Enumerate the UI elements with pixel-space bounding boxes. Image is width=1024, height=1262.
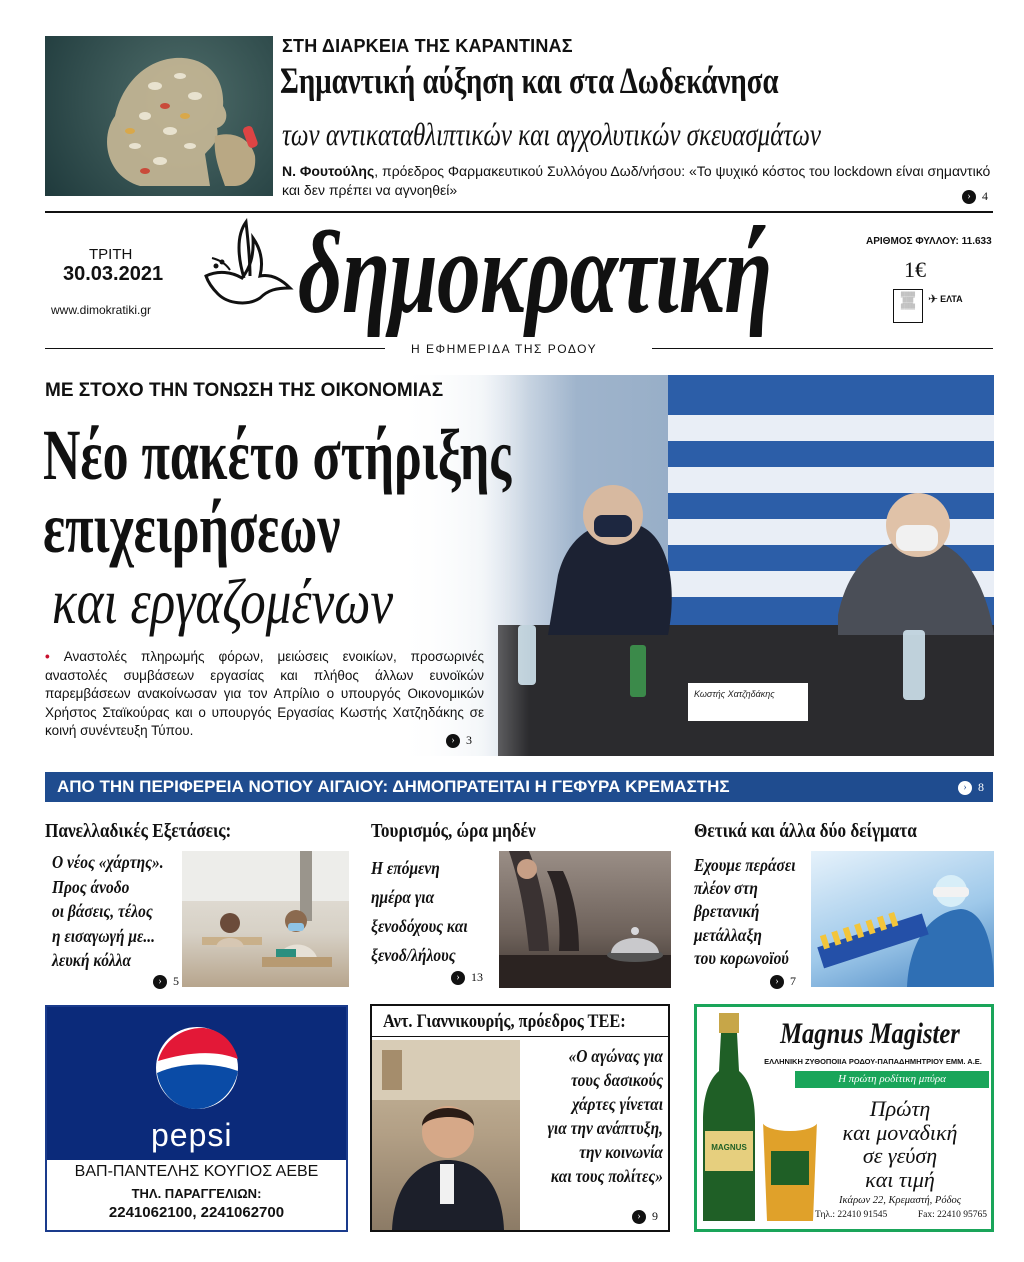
arrow-right-icon: › bbox=[446, 734, 460, 748]
masthead-weekday: ΤΡΙΤΗ bbox=[89, 246, 133, 263]
arrow-right-icon: › bbox=[770, 975, 784, 989]
masthead-rule-left bbox=[45, 348, 385, 349]
pepsi-phone-label: ΤΗΛ. ΠΑΡΑΓΓΕΛΙΩΝ: bbox=[131, 1186, 262, 1201]
banner[interactable] bbox=[45, 772, 993, 802]
masthead-tagline: Η ΕΦΗΜΕΡΙΔΑ ΤΗΣ ΡΟΔΟΥ bbox=[411, 342, 598, 356]
bottle-label: MAGNUS bbox=[711, 1143, 747, 1152]
arrow-right-icon: › bbox=[451, 971, 465, 985]
elta-bird-icon: ✈ bbox=[928, 292, 939, 306]
pepsi-company: ΒΑΠ-ΠΑΝΤΕΛΗΣ ΚΟΥΓΙΟΣ ΑΕΒΕ bbox=[74, 1163, 319, 1180]
main-page-ref[interactable]: › 3 bbox=[446, 733, 472, 748]
top-page-ref[interactable]: › 4 bbox=[962, 189, 988, 204]
magnus-ad[interactable] bbox=[694, 1004, 994, 1232]
top-subhead: των αντικαταθλιπτικών και αγχολυτικών σκευασμάτων bbox=[282, 116, 821, 152]
main-headline-line2: επιχειρήσεων bbox=[43, 488, 341, 568]
teaser-title[interactable]: Πανελλαδικές Εξετάσεις: bbox=[45, 820, 232, 842]
interview-page-ref[interactable]: › 9 bbox=[632, 1209, 658, 1224]
arrow-right-icon: › bbox=[632, 1210, 646, 1224]
main-headline-line1: Νέο πακέτο στήριξης bbox=[43, 415, 512, 495]
main-headline-line3: και εργαζομένων bbox=[52, 566, 394, 637]
banner-text: ΑΠΟ ΤΗΝ ΠΕΡΙΦΕΡΕΙΑ ΝΟΤΙΟΥ ΑΙΓΑΙΟΥ: ΔΗΜΟΠΡΑΤΕΙΤΑΙ Η ΓΕΦΥΡΑ ΚΡΕΜΑΣΤΗΣ bbox=[57, 777, 730, 796]
top-quote-text: , πρόεδρος Φαρμακευτικού Συλλόγου Δωδ/νήσου: «Το ψυχικό κόστος του lockdown είναι σημαντικό και δεν πρέπει να αγνοηθεί» bbox=[282, 163, 991, 198]
bullet-icon: • bbox=[45, 649, 64, 664]
pepsi-phones[interactable]: 2241062100, 2241062700 bbox=[108, 1204, 285, 1221]
top-quote-speaker: Ν. Φουτούλης bbox=[282, 163, 375, 179]
pepsi-wordmark: pepsi bbox=[151, 1117, 233, 1153]
magnus-tagline-bar: Η πρώτη ροδίτικη μπύρα bbox=[795, 1071, 989, 1088]
teaser-page-ref[interactable]: › 5 bbox=[153, 974, 179, 989]
masthead-issue: ΑΡΙΘΜΟΣ ΦΥΛΛΟΥ: 11.633 bbox=[866, 236, 992, 247]
teaser-page-ref[interactable]: › 13 bbox=[451, 970, 483, 985]
top-headline: Σημαντική αύξηση και στα Δωδεκάνησα bbox=[280, 61, 779, 102]
pepsi-ad[interactable] bbox=[45, 1005, 348, 1232]
lab-samples-photo bbox=[811, 851, 994, 987]
banner-page-ref[interactable]: › 8 bbox=[958, 780, 984, 795]
dove-logo-icon bbox=[198, 218, 298, 310]
top-kicker: ΣΤΗ ΔΙΑΡΚΕΙΑ ΤΗΣ ΚΑΡΑΝΤΙΝΑΣ bbox=[282, 36, 573, 56]
teaser-title[interactable]: Τουρισμός, ώρα μηδέν bbox=[371, 820, 536, 842]
pills-head-photo bbox=[45, 36, 273, 196]
hotel-bell-photo bbox=[499, 851, 671, 988]
teaser-summary: Ο νέος «χάρτης». Προς άνοδο οι βάσεις, τέλος η εισαγωγή με... λευκή κόλλα bbox=[52, 852, 164, 970]
postage-stamp: ▒▒▒▒ ▒▒▒ ▒▒▒▒ bbox=[893, 289, 923, 323]
main-body-text: Αναστολές πληρωμής φόρων, μειώσεις ενοικίων, προσωρινές αναστολές συμβάσεων εργασίας και πλήθος άλλων ευνοϊκών παρεμβάσεων ανακοίνωσαν για τον Απρίλιο ο υπουργός Οικονομικών Χρήστος Σταϊκούρας και ο υπουργός Εργασίας Κωστής Χατζηδάκης σε κοινή συνέντευξη Τύπου. bbox=[45, 649, 484, 739]
masthead-rule-right bbox=[652, 348, 993, 349]
exam-classroom-photo bbox=[182, 851, 349, 987]
masthead-website[interactable]: www.dimokratiki.gr bbox=[51, 303, 152, 317]
magnus-address: Ικάρων 22, Κρεμαστή, Ρόδος bbox=[839, 1195, 961, 1206]
magnus-fax: Fax: 22410 95765 bbox=[917, 1210, 987, 1220]
nameplate-label: Κωστής Χατζηδάκης bbox=[694, 689, 775, 699]
pepsi-globe-icon bbox=[154, 1025, 240, 1111]
magnus-subtitle: ΕΛΛΗΝΙΚΗ ΖΥΘΟΠΟΙΙΑ ΡΟΔΟΥ-ΠΑΠΑΔΗΜΗΤΡΙΟΥ ΕΜΜ. Α.Ε. bbox=[764, 1057, 982, 1066]
interview-title[interactable]: Αντ. Γιαννικουρής, πρόεδρος ΤΕΕ: bbox=[383, 1011, 626, 1032]
interview-title-rule bbox=[370, 1036, 670, 1037]
magnus-slogan: Πρώτη και μοναδική σε γεύση και τιμή bbox=[842, 1096, 958, 1192]
teaser-summary: Η επόμενη ημέρα για ξενοδόχους και ξενοδ/λήλους bbox=[371, 858, 468, 965]
elta-logo: ✈ ΕΛΤΑ bbox=[928, 292, 963, 306]
main-kicker: ΜΕ ΣΤΟΧΟ ΤΗΝ ΤΟΝΩΣΗ ΤΗΣ ΟΙΚΟΝΟΜΙΑΣ bbox=[45, 380, 444, 401]
masthead-price: 1€ bbox=[904, 257, 926, 282]
masthead-date: 30.03.2021 bbox=[63, 263, 164, 285]
teaser-summary: Εχουμε περάσει πλέον στη βρετανική μετάλλαξη του κορωνοϊού bbox=[694, 855, 796, 968]
top-quote bbox=[282, 162, 998, 200]
interview-quote: «Ο αγώνας για τους δασικούς χάρτες γίνεται για την ανάπτυξη, την κοινωνία και τους πολίτες» bbox=[547, 1046, 663, 1186]
magnus-brand: Magnus Magister bbox=[780, 1017, 960, 1050]
masthead-title: δημοκρατική bbox=[298, 207, 772, 338]
arrow-right-icon: › bbox=[962, 190, 976, 204]
portrait-photo bbox=[372, 1040, 520, 1230]
teaser-title[interactable]: Θετικά και άλλα δύο δείγματα bbox=[694, 820, 917, 842]
main-body bbox=[45, 648, 484, 741]
arrow-right-icon: › bbox=[153, 975, 167, 989]
magnus-tel[interactable]: Τηλ.: 22410 91545 bbox=[815, 1210, 888, 1220]
magnus-contact bbox=[815, 1210, 987, 1220]
teaser-page-ref[interactable]: › 7 bbox=[770, 974, 796, 989]
arrow-right-icon: › bbox=[958, 781, 972, 795]
